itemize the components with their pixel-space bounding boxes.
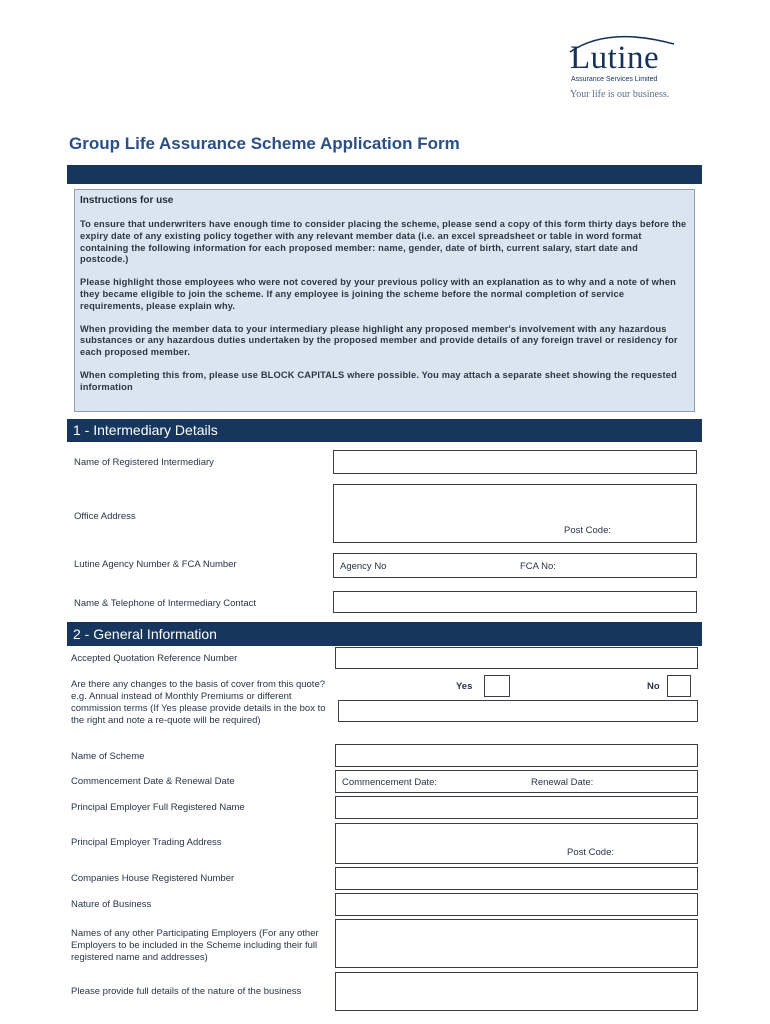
logo-tagline: Your life is our business. [570,89,670,100]
employer-postcode-label: Post Code: [567,847,614,858]
other-employers-input[interactable] [335,919,698,968]
agency-no-label: Agency No [340,561,387,572]
instructions-paragraph: When completing this from, please use BLOCK CAPITALS where possible. You may attach a separate sheet showing the requested information [80,369,677,392]
full-details-input[interactable] [335,972,698,1011]
instructions-paragraph: Please highlight those employees who were not covered by your previous policy with an explanation as to why and a note of when they became eligible to join the scheme. If any employee is joining the scheme before the normal completion of service requirements, please explain why. [80,277,676,311]
scheme-name-input[interactable] [335,744,698,767]
cover-changes-label: Are there any changes to the basis of cover from this quote? e.g. Annual instead of Monthly Premiums or different commission terms (If Yes please provide details in the box to the right and note a re-quote will be required) [71,679,326,726]
companies-house-input[interactable] [335,867,698,890]
agency-fca-label: Lutine Agency Number & FCA Number [74,559,237,570]
companies-house-label: Companies House Registered Number [71,873,235,884]
section-2-header: 2 - General Information [67,622,702,646]
quote-ref-label: Accepted Quotation Reference Number [71,653,238,664]
other-employers-label: Names of any other Participating Employers (For any other Employers to be included in the Scheme including their full registered name and addresses) [71,928,319,963]
instructions-panel [74,189,695,412]
no-checkbox[interactable] [667,675,691,697]
office-address-input[interactable] [333,484,697,543]
commencement-date-label: Commencement Date: [342,777,438,788]
office-postcode-label: Post Code: [564,525,611,536]
intermediary-contact-input[interactable] [333,591,697,613]
form-title: Group Life Assurance Scheme Application Form [69,134,460,153]
employer-address-label: Principal Employer Trading Address [71,837,222,848]
nature-of-business-label: Nature of Business [71,899,152,910]
yes-label: Yes [456,681,473,692]
dates-input[interactable] [335,770,698,793]
yes-checkbox[interactable] [484,675,510,697]
employer-name-input[interactable] [335,796,698,819]
fca-no-label: FCA No: [520,561,556,572]
employer-address-input[interactable] [335,823,698,864]
company-logo: Lutine [570,40,660,76]
intermediary-contact-label: Name & Telephone of Intermediary Contact [74,598,257,609]
cover-changes-details-input[interactable] [338,700,698,722]
no-label: No [647,681,660,692]
section-1-header: 1 - Intermediary Details [67,419,702,442]
full-details-label: Please provide full details of the nature of the business [71,986,302,997]
instructions-paragraph: When providing the member data to your intermediary please highlight any proposed member's involvement with any hazardous substances or any hazardous duties undertaken by the proposed member and provide details of any foreign travel or residency for each proposed member. [80,323,678,358]
nature-of-business-input[interactable] [335,893,698,916]
instructions-paragraph: To ensure that underwriters have enough time to consider placing the scheme, please send a copy of this form thirty days before the expiry date of any existing policy together with any relevant member data (i.e. an excel spreadsheet or table in word format containing the following information for each proposed member: name, gender, date of birth, current salary, start date and postcode.) [80,219,687,265]
scheme-name-label: Name of Scheme [71,751,145,762]
logo-subtitle: Assurance Services Limited [571,76,658,83]
intermediary-name-label: Name of Registered Intermediary [74,457,214,468]
instructions-title: Instructions for use [80,195,174,206]
dates-label: Commencement Date & Renewal Date [71,776,235,787]
quote-ref-input[interactable] [335,647,698,669]
employer-name-label: Principal Employer Full Registered Name [71,802,245,813]
title-divider-bar [67,165,702,184]
office-address-label: Office Address [74,511,136,522]
intermediary-name-input[interactable] [333,450,697,474]
agency-fca-input[interactable] [333,553,697,578]
renewal-date-label: Renewal Date: [531,777,594,788]
